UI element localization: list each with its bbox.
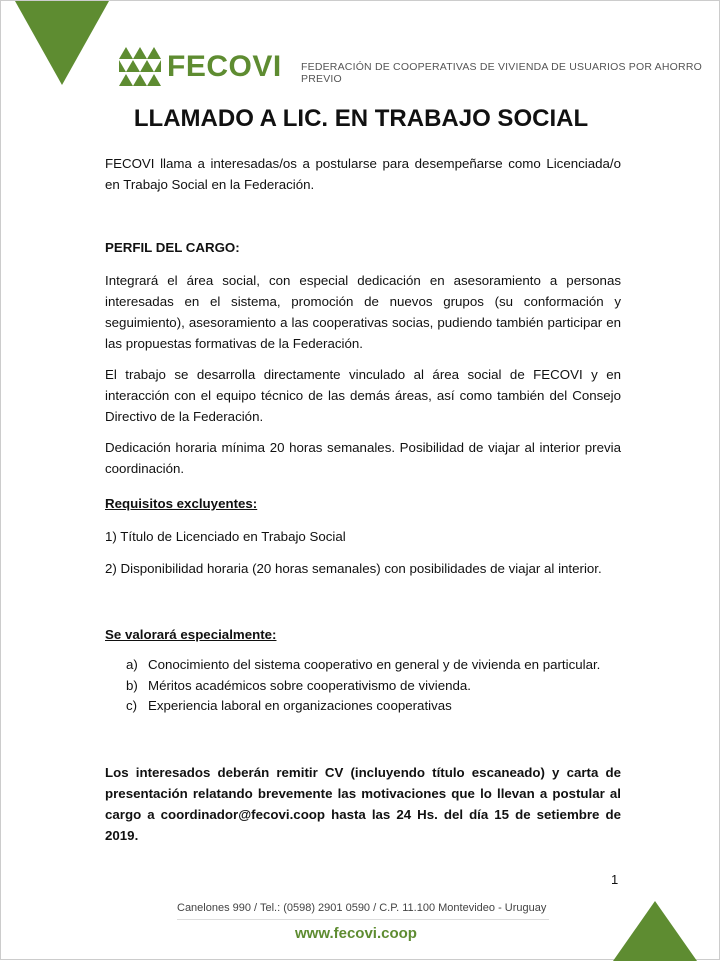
fecovi-logo	[119, 47, 282, 87]
logo-text: FECOVI	[167, 50, 282, 83]
logo-triangles-icon	[119, 47, 161, 87]
list-marker: a)	[126, 657, 138, 672]
page-number: 1	[611, 872, 619, 887]
requisito-item: 2) Disponibilidad horaria (20 horas semanales) con posibilidades de viajar al interior.	[105, 561, 602, 576]
corner-triangle-bottom	[613, 901, 697, 961]
page-title: LLAMADO A LIC. EN TRABAJO SOCIAL	[133, 105, 589, 132]
perfil-paragraph-1: Integrará el área social, con especial dedicación en asesoramiento a personas interesadas en el sistema, promoción de nuevos grupos (su conformación y seguimiento), asesoramiento a las cooperativas socias, pudiendo también participar en las propuestas formativas de la Federación.	[105, 273, 621, 351]
perfil-heading: PERFIL DEL CARGO:	[105, 240, 240, 255]
intro-paragraph: FECOVI llama a interesadas/os a postularse para desempeñarse como Licenciada/o en Trabajo Social en la Federación.	[105, 156, 621, 192]
list-marker: b)	[126, 678, 138, 693]
closing-paragraph: Los interesados deberán remitir CV (incluyendo título escaneado) y carta de presentación relatando brevemente las motivaciones que lo llevan a postular al cargo a coordinador@fecovi.coop hasta las 24 Hs. del día 15 de setiembre de 2019.	[105, 765, 621, 843]
list-item	[126, 655, 600, 675]
footer-address: Canelones 990 / Tel.: (0598) 2901 0590 / C.P. 11.100 Montevideo - Uruguay	[177, 902, 547, 914]
list-marker: c)	[126, 698, 138, 713]
perfil-paragraph-3: Dedicación horaria mínima 20 horas semanales. Posibilidad de viajar al interior previa coordinación.	[105, 440, 621, 476]
corner-triangle-top	[15, 1, 109, 85]
perfil-paragraph-2: El trabajo se desarrolla directamente vinculado al área social de FECOVI y en interacción con el equipo técnico de las demás áreas, así como también del Consejo Directivo de la Federación.	[105, 367, 621, 424]
footer-divider	[177, 919, 549, 920]
list-text: Experiencia laboral en organizaciones cooperativas	[148, 698, 452, 713]
list-text: Conocimiento del sistema cooperativo en general y de vivienda en particular.	[148, 657, 601, 672]
list-item	[126, 676, 471, 696]
valora-heading: Se valorará especialmente:	[105, 627, 277, 642]
list-item	[126, 696, 452, 716]
tagline: FEDERACIÓN DE COOPERATIVAS DE VIVIENDA DE USUARIOS POR AHORRO PREVIO	[301, 61, 702, 85]
footer-website: www.fecovi.coop	[295, 925, 417, 942]
list-text: Méritos académicos sobre cooperativismo de vivienda.	[148, 678, 471, 693]
requisitos-heading: Requisitos excluyentes:	[105, 496, 258, 511]
requisito-item: 1) Título de Licenciado en Trabajo Social	[105, 529, 346, 544]
